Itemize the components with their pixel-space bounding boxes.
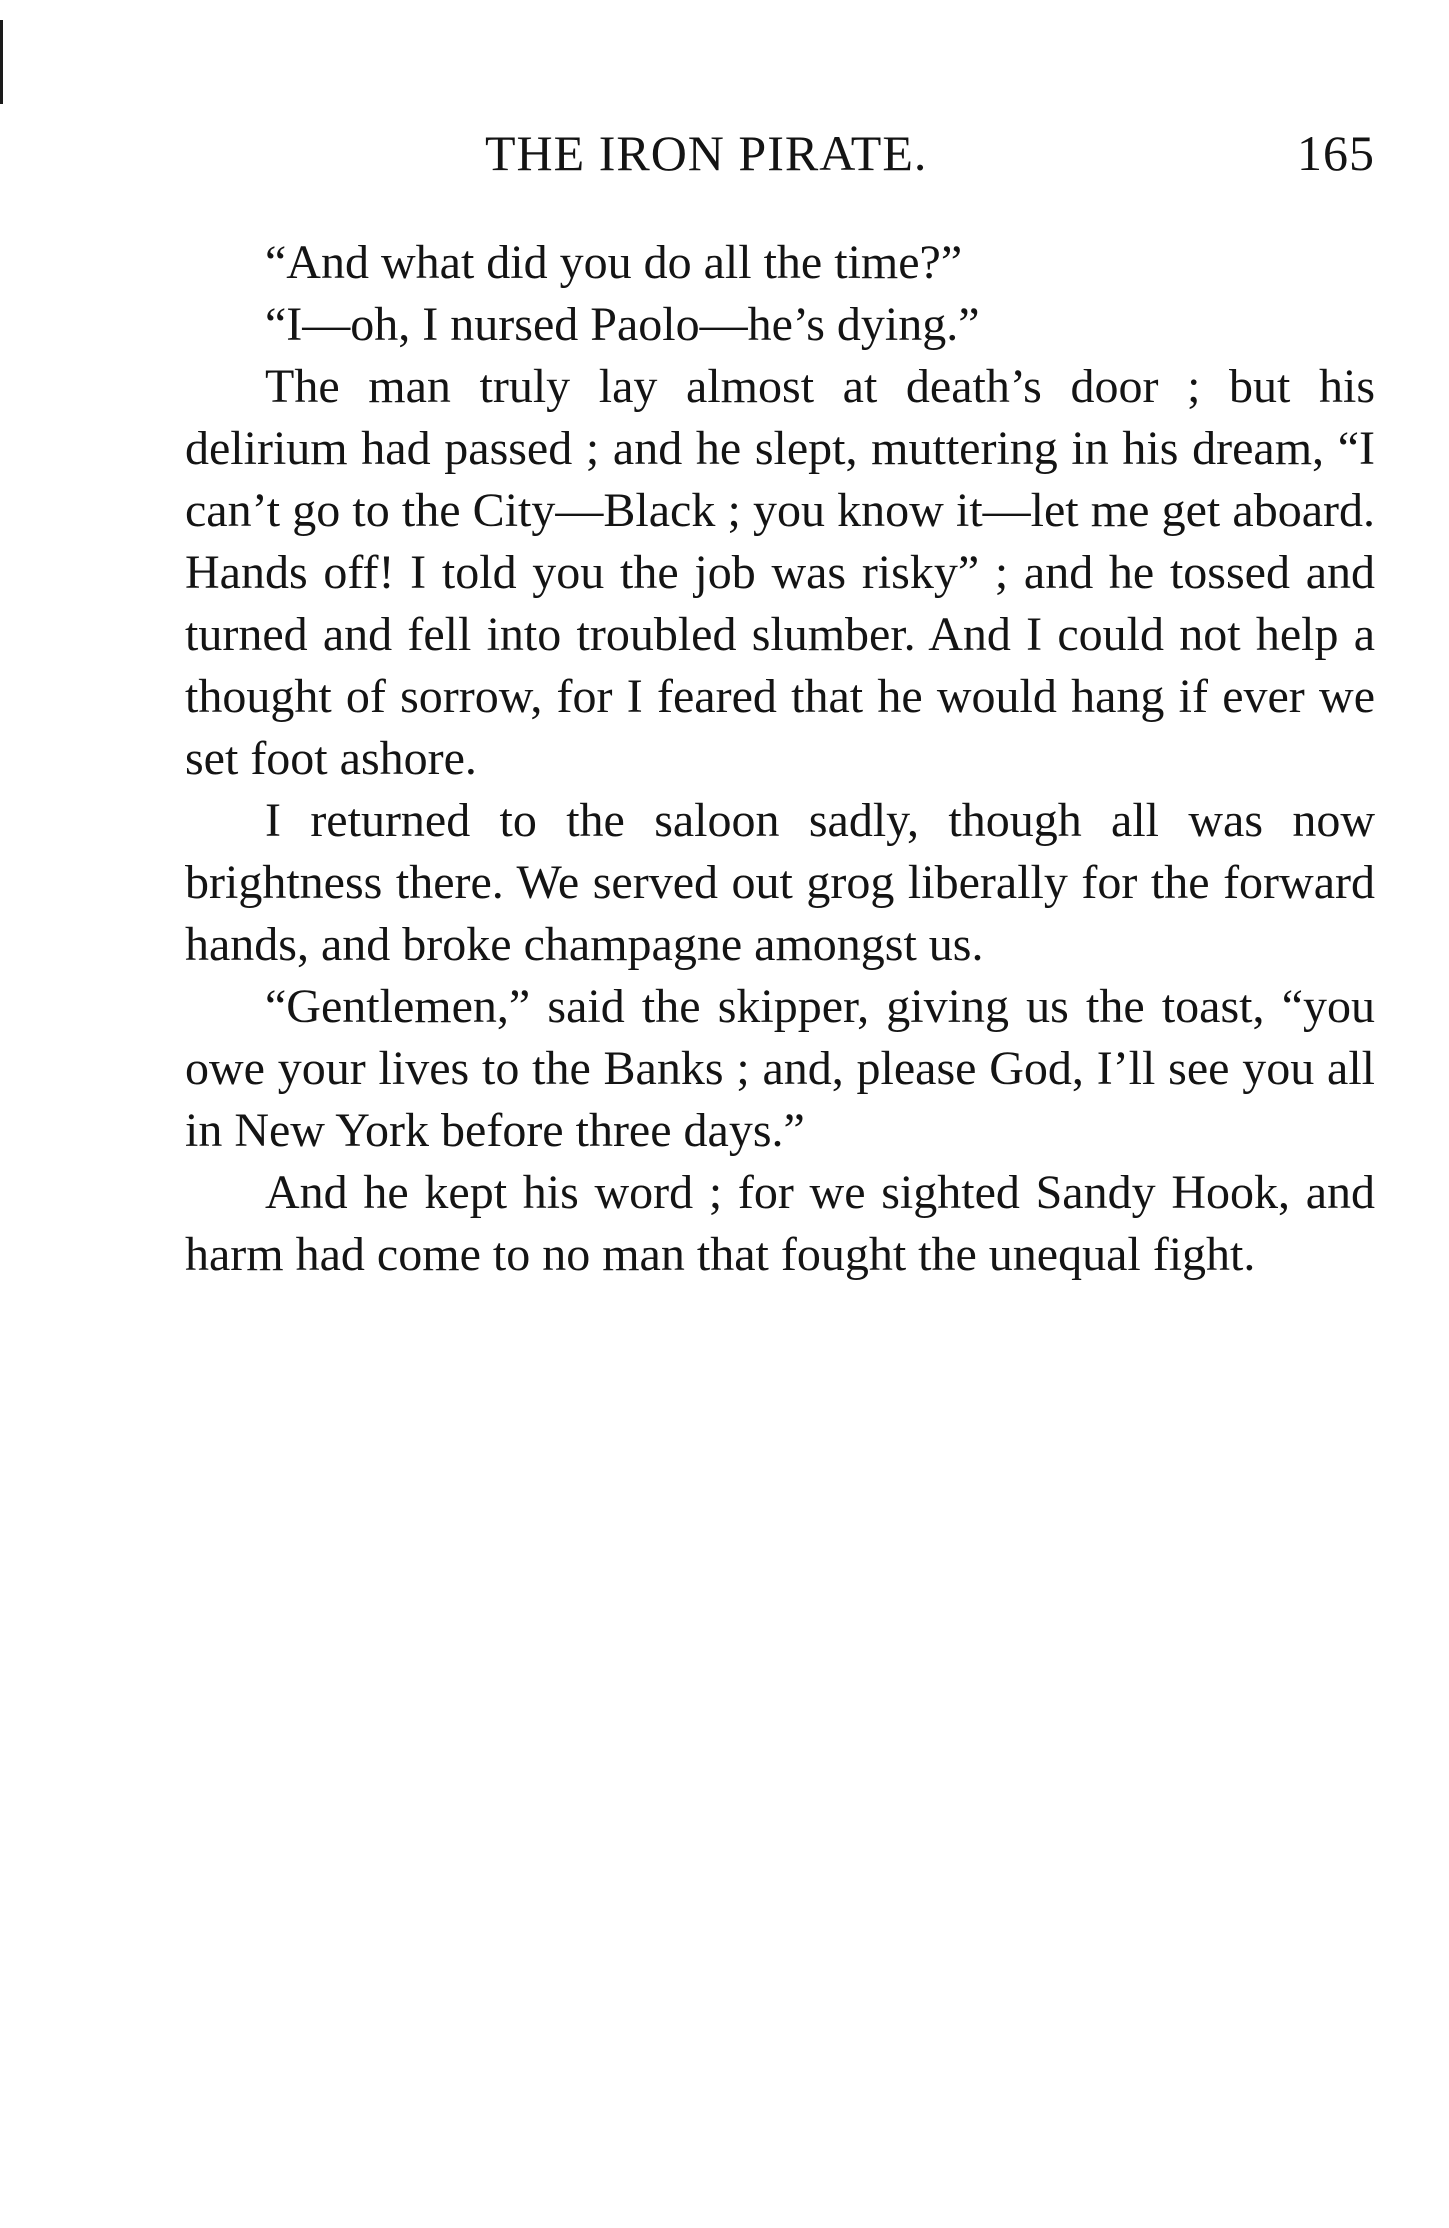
paragraph: The man truly lay almost at death’s door ; but his delirium had passed ; and he slept, muttering in his dream, “I can’t go to the City—Black ; you know it—let me get aboard. Hands off! I told you the job was risky” ; and he tossed and turned and fell into troubled slumber. And I could not help a thought of sorrow, for I feared that he would hang if ever we set foot ashore. — [185, 360, 1375, 785]
paragraph: And he kept his word ; for we sighted Sandy Hook, and harm had come to no man that fought the unequal fight. — [185, 1166, 1375, 1281]
running-head — [185, 124, 1375, 194]
page-edge-mark — [0, 20, 3, 104]
page-number: 165 — [1297, 125, 1375, 181]
running-title: THE IRON PIRATE. — [485, 125, 928, 181]
paragraph: I returned to the saloon sadly, though all was now brightness there. We served out grog liberally for the forward hands, and broke champagne amongst us. — [185, 794, 1375, 971]
paragraph: “Gentlemen,” said the skipper, giving us the toast, “you owe your lives to the Banks ; and, please God, I’ll see you all in New York before three days.” — [185, 980, 1375, 1157]
paragraph: “And what did you do all the time?” — [265, 236, 963, 289]
paragraph: “I—oh, I nursed Paolo—he’s dying.” — [265, 298, 980, 351]
body-text — [185, 232, 1375, 1286]
